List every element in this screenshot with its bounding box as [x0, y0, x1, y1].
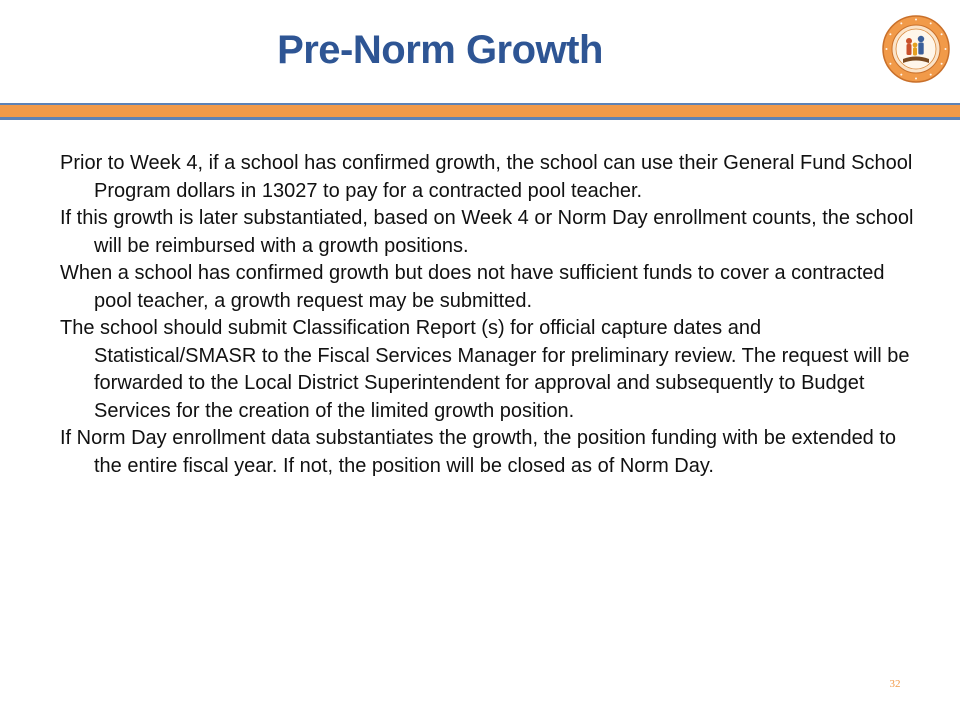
slide-title: Pre-Norm Growth [277, 28, 603, 72]
body-paragraph: If this growth is later substantiated, based on Week 4 or Norm Day enrollment counts, the school will be reimbursed with a growth positions. [60, 207, 914, 257]
body-paragraph: When a school has confirmed growth but does not have sufficient funds to cover a contracted pool teacher, a growth request may be submitted. [60, 262, 885, 312]
header-divider-bottom [0, 117, 960, 120]
page-number: 32 [889, 678, 901, 690]
body-paragraph: If Norm Day enrollment data substantiates the growth, the position funding with be extended to the entire fiscal year. If not, the position will be closed as of Norm Day. [60, 427, 897, 477]
body-paragraph: The school should submit Classification Report (s) for official capture dates and Statistical/SMASR to the Fiscal Services Manager for preliminary review. The request will be forwarded to the Local District Superintendent for approval and subsequently to Budget Services for the creation of the limited growth position. [60, 317, 910, 422]
body-paragraph: Prior to Week 4, if a school has confirmed growth, the school can use their General Fund School Program dollars in 13027 to pay for a contracted pool teacher. [60, 152, 913, 202]
slide-body [60, 150, 920, 480]
school-district-seal-icon [881, 14, 951, 84]
header-divider-accent [0, 105, 960, 117]
